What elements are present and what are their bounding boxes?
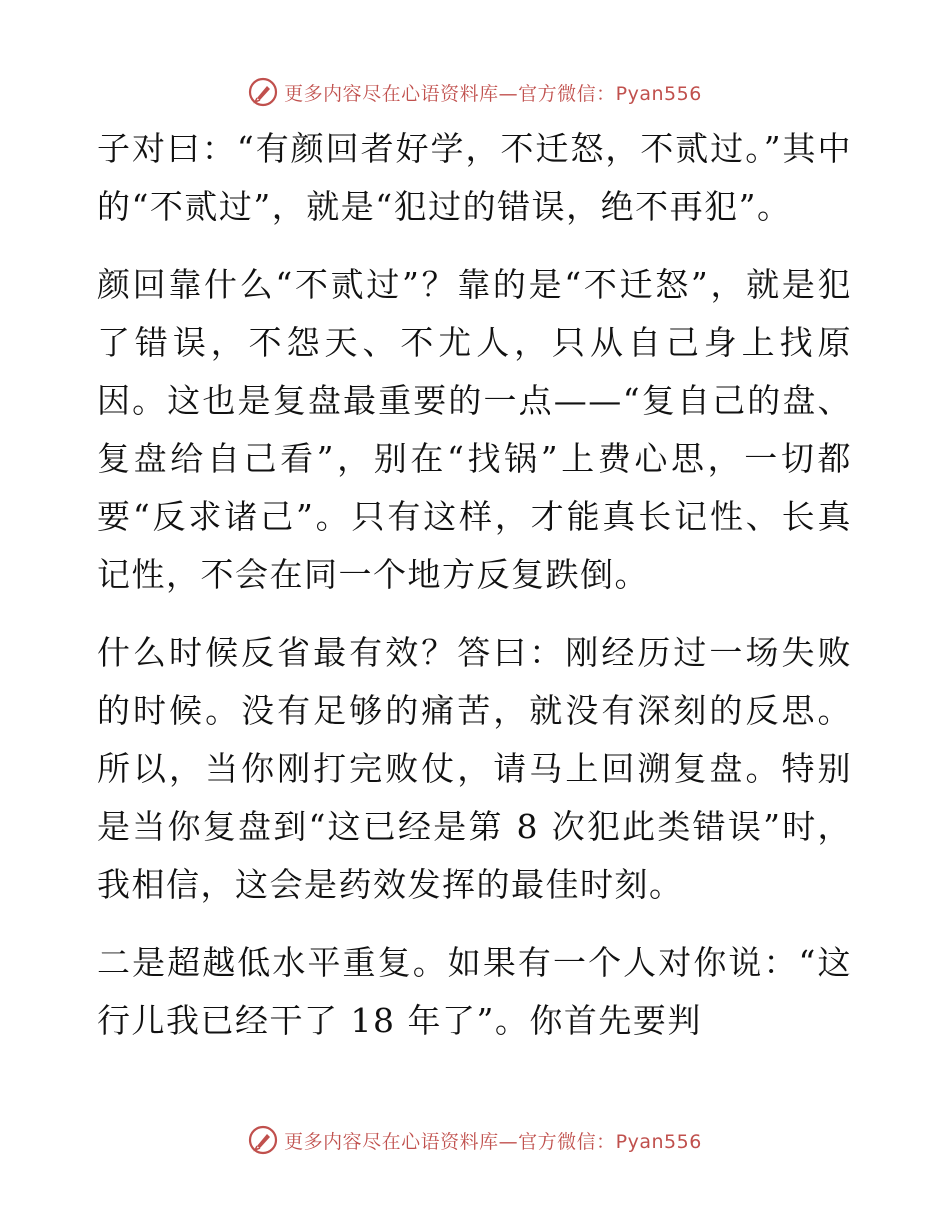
footer-text: 更多内容尽在心语资料库—官方微信：Pyan556 [284, 1130, 702, 1153]
document-body [97, 120, 852, 1050]
paragraph-3: 什么时候反省最有效？答曰：刚经历过一场失败的时候。没有足够的痛苦，就没有深刻的反思。所以，当你刚打完败仗，请马上回溯复盘。特别是当你复盘到“这已经是第 8 次犯此类错误”时，我相信，这会是药效发挥的最佳时刻。 [97, 633, 852, 904]
footer-banner [0, 1118, 950, 1162]
quill-pen-logo-icon [248, 77, 278, 107]
header-text: 更多内容尽在心语资料库—官方微信：Pyan556 [284, 82, 702, 105]
header-banner [0, 70, 950, 114]
paragraph-4: 二是超越低水平重复。如果有一个人对你说：“这行儿我已经干了 18 年了”。你首先要判 [97, 943, 852, 1040]
paragraph-2: 颜回靠什么“不贰过”？靠的是“不迁怒”，就是犯了错误，不怨天、不尤人，只从自己身上找原因。这也是复盘最重要的一点——“复自己的盘、复盘给自己看”，别在“找锅”上费心思，一切都要“反求诸己”。只有这样，才能真长记性、长真记性，不会在同一个地方反复跌倒。 [97, 265, 852, 594]
paragraph-1: 子对曰：“有颜回者好学，不迁怒，不贰过。”其中的“不贰过”，就是“犯过的错误，绝不再犯”。 [97, 129, 852, 226]
quill-pen-logo-icon [248, 1125, 278, 1155]
